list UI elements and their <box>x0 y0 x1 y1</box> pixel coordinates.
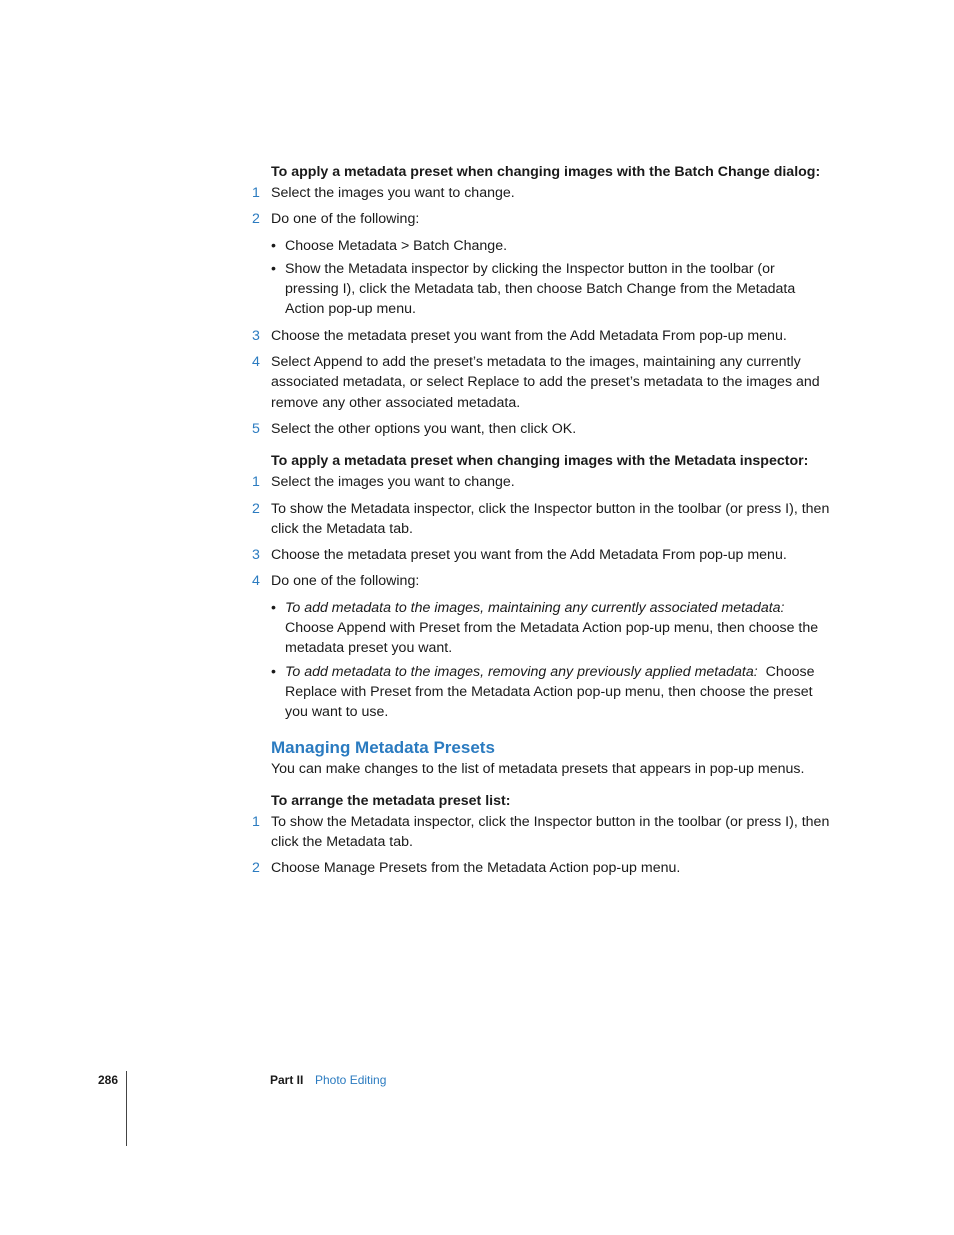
step <box>252 352 831 413</box>
step-text: Select Append to add the preset’s metadata to the images, maintaining any currently associated metadata, or select Replace to add the preset’s metadata to the images and remove any other associated metadata. <box>271 354 820 411</box>
step-text: Do one of the following: <box>271 211 420 228</box>
bullet-list <box>271 236 831 320</box>
step-text: To show the Metadata inspector, click the Inspector button in the toolbar (or press I), then click the Metadata tab. <box>271 500 830 537</box>
bullet-text: Choose Replace with Preset from the Metadata Action pop-up menu, then choose the preset you want to use. <box>285 663 815 721</box>
bullet-text: Choose Append with Preset from the Metadata Action pop-up menu, then choose the metadata preset you want. <box>285 620 819 657</box>
step-text: Choose Manage Presets from the Metadata Action pop-up menu. <box>271 860 681 877</box>
bullet-item <box>271 662 831 723</box>
step <box>252 499 831 540</box>
section-title: Managing Metadata Presets <box>271 737 495 757</box>
step-number: 3 <box>252 547 260 564</box>
step-number: 4 <box>252 354 260 371</box>
bullet-lead: To add metadata to the images, removing any previously applied metadata: <box>285 663 758 680</box>
bullet-item: • Choose Metadata > Batch Change. <box>271 236 831 256</box>
step <box>252 571 831 591</box>
step-number: 1 <box>252 474 260 491</box>
step-text: Select the images you want to change. <box>271 185 515 201</box>
footer-divider <box>126 1071 127 1146</box>
step <box>252 419 831 439</box>
step <box>252 209 831 229</box>
step <box>252 858 831 878</box>
step-text: Do one of the following: <box>271 573 420 590</box>
bullet-lead: To add metadata to the images, maintaining any currently associated metadata: <box>285 599 785 616</box>
step <box>252 812 831 853</box>
step-number: 3 <box>252 327 260 344</box>
task-heading-metadata-inspector: To apply a metadata preset when changing images with the Metadata inspector: <box>271 453 809 470</box>
footer-part-label: Part II <box>270 1073 304 1087</box>
step-text: Choose the metadata preset you want from the Add Metadata From pop-up menu. <box>271 327 787 344</box>
step-number: 2 <box>252 211 260 228</box>
page-content <box>252 162 831 879</box>
task-heading-batch-change: To apply a metadata preset when changing images with the Batch Change dialog: <box>271 164 821 180</box>
bullet-item <box>271 598 831 659</box>
step-number: 2 <box>252 500 260 517</box>
bullet-list <box>271 598 831 723</box>
step-text: Select the images you want to change. <box>271 474 515 491</box>
step-number: 4 <box>252 573 260 590</box>
page-number: 286 <box>98 1073 119 1087</box>
step <box>252 545 831 565</box>
step-text: To show the Metadata inspector, click the Inspector button in the toolbar (or press I), then click the Metadata tab. <box>271 813 830 851</box>
task-heading-arrange-list: To arrange the metadata preset list: <box>271 792 511 809</box>
section-intro: You can make changes to the list of metadata presets that appears in pop-up menus. <box>271 760 805 777</box>
step-text: Select the other options you want, then click OK. <box>271 420 577 437</box>
step <box>252 472 831 492</box>
step-number: 2 <box>252 860 260 877</box>
footer-section-label: Photo Editing <box>315 1073 387 1087</box>
step-number: 1 <box>252 813 260 830</box>
step-number: 5 <box>252 420 260 437</box>
step <box>252 326 831 346</box>
step-text: Choose the metadata preset you want from the Add Metadata From pop-up menu. <box>271 547 787 564</box>
step <box>252 183 831 203</box>
bullet-item: • Show the Metadata inspector by clicking the Inspector button in the toolbar (or pressing I), click the Metadata tab, then choose Batch Change from the Metadata Action pop-up menu. <box>271 259 831 320</box>
step-number: 1 <box>252 185 260 201</box>
